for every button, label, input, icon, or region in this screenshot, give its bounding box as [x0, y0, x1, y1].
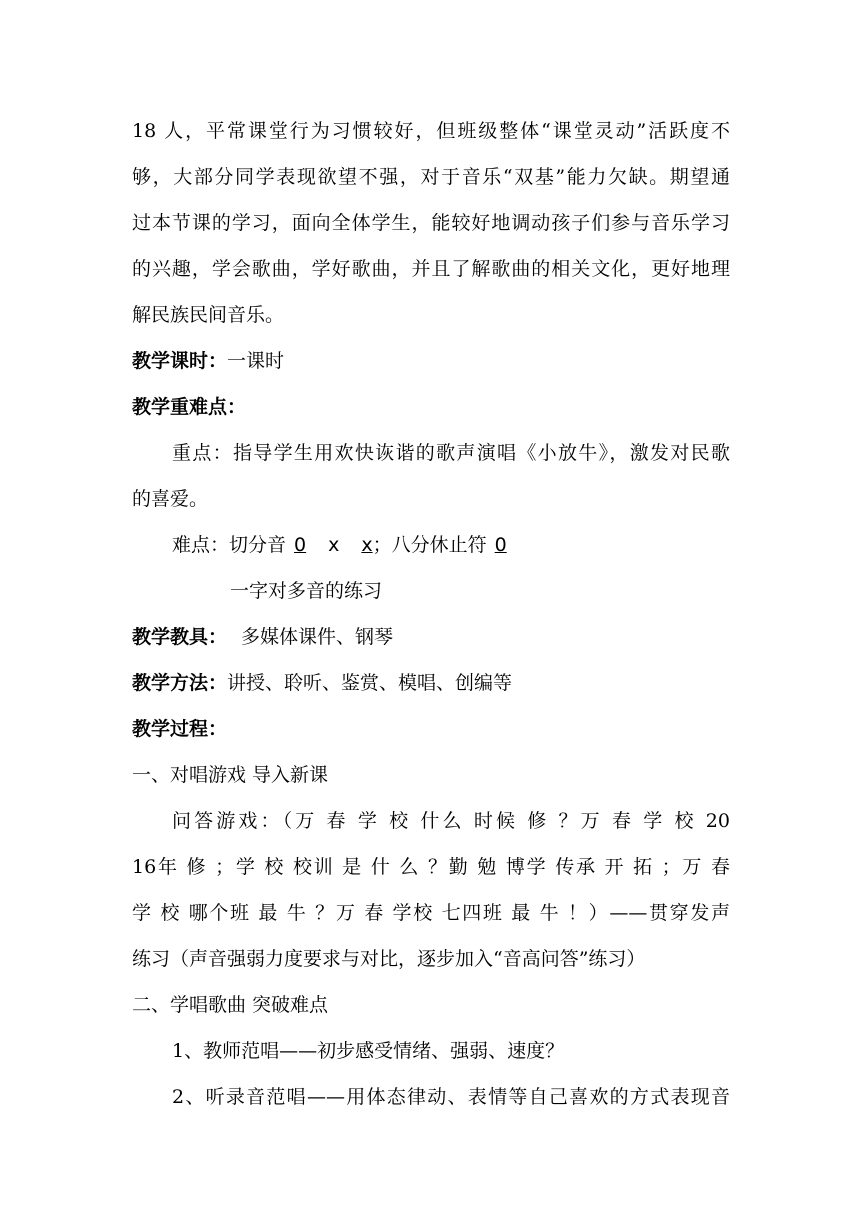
section-1-line-1: 问答游戏：（万 春 学 校 什么 时候 修 ？万 春 学 校 20: [172, 810, 730, 832]
section-1-line-4: 练习（声音强弱力度要求与对比，逐步加入“音高问答”练习）: [132, 948, 646, 970]
methods-row: [132, 660, 730, 706]
section-1-line-2: 16年 修 ；学 校 校训 是 什 么 ？勤 勉 博学 传承 开 拓 ；万 春: [132, 856, 730, 878]
tools-value: 多媒体课件、钢琴: [241, 626, 394, 648]
class-hours-value: 一课时: [227, 350, 285, 372]
methods-label: 教学方法：: [132, 672, 228, 694]
eighth-rest-label: ；八分休止符: [372, 534, 487, 556]
process-heading: 教学过程：: [132, 718, 228, 740]
syncopation-note-x: x: [328, 534, 340, 556]
intro-line-3: 过本节课的学习，面向全体学生，能较好地调动孩子们参与音乐学习: [132, 212, 730, 234]
section-1-heading: 一、对唱游戏 导入新课: [132, 764, 329, 786]
document-page: [132, 108, 730, 1120]
class-hours-row: [132, 338, 730, 384]
intro-line-5: 解民族民间音乐。: [132, 304, 285, 326]
tools-label: 教学教具：: [132, 626, 228, 648]
key-points-heading: 教学重难点：: [132, 396, 247, 418]
key-point-line-1: 重点：指导学生用欢快诙谐的歌声演唱《小放牛》，激发对民歌: [172, 442, 730, 464]
eighth-rest-note-0: 0: [494, 534, 507, 556]
intro-line-1: 18 人，平常课堂行为习惯较好，但班级整体“课堂灵动”活跃度不: [132, 120, 730, 142]
section-2-item-2: 2、听录音范唱——用体态律动、表情等自己喜欢的方式表现音: [172, 1086, 730, 1108]
key-point-line-2: 的喜爱。: [132, 488, 209, 510]
methods-value: 讲授、聆听、鉴赏、模唱、创编等: [227, 672, 513, 694]
difficult-point-label: 难点：切分音: [172, 534, 287, 556]
class-hours-label: 教学课时：: [132, 350, 228, 372]
syncopation-note-0: 0: [294, 534, 307, 556]
syncopation-note-x-underlined: x: [361, 534, 373, 556]
intro-line-4: 的兴趣，学会歌曲，学好歌曲，并且了解歌曲的相关文化，更好地理: [132, 258, 730, 280]
difficult-point-row: [132, 522, 730, 568]
difficult-point-line-2: 一字对多音的练习: [230, 580, 383, 602]
section-2-item-1: 1、教师范唱——初步感受情绪、强弱、速度？: [172, 1040, 565, 1062]
intro-line-2: 够，大部分同学表现欲望不强，对于音乐“双基”能力欠缺。期望通: [132, 166, 730, 188]
section-1-line-3: 学 校 哪个班 最 牛 ？万 春 学校 七四班 最 牛 ！）——贯穿发声: [132, 902, 730, 924]
tools-row: [132, 614, 730, 660]
section-2-heading: 二、学唱歌曲 突破难点: [132, 994, 329, 1016]
